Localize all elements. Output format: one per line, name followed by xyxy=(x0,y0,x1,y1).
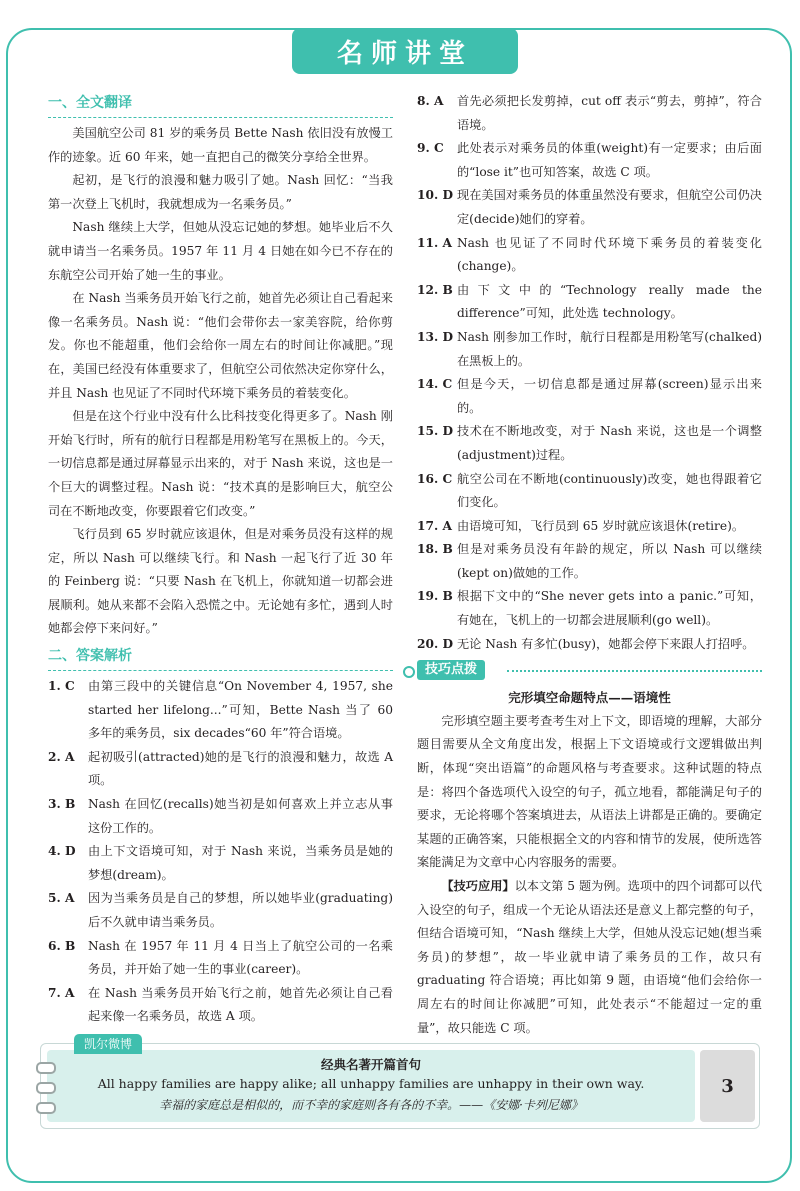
answer-number: 13. D xyxy=(417,329,454,344)
answer-item xyxy=(417,232,762,279)
answer-item xyxy=(417,184,762,231)
answer-number: 10. D xyxy=(417,188,454,203)
answer-number: 11. A xyxy=(417,235,452,250)
footer-chinese-quote: 幸福的家庭总是相似的，而不幸的家庭则各有各的不幸。——《安娜·卡列尼娜》 xyxy=(159,1098,583,1112)
answer-item xyxy=(48,935,393,982)
answer-number: 18. B xyxy=(417,542,453,557)
answer-item xyxy=(417,279,762,326)
answer-text: 此处表示对乘务员的体重(weight)有一定要求；由后面的“lose it”也可知答案，故选 C 项。 xyxy=(457,141,762,179)
answer-text: 起初吸引(attracted)她的是飞行的浪漫和魅力，故选 A 项。 xyxy=(88,749,393,788)
answer-text: 但是对乘务员没有年龄的规定，所以 Nash 可以继续(kept on)做她的工作。 xyxy=(457,542,762,580)
answer-text: 无论 Nash 有多忙(busy)，她都会停下来跟人打招呼。 xyxy=(457,636,755,651)
answer-item xyxy=(417,585,762,632)
footer-title: 经典名著开篇首句 xyxy=(320,1057,421,1072)
tips-paragraph: 完形填空题主要考查考生对上下文，即语境的理解，大部分题目需要从全文角度出发，根据上下文语境或行文逻辑做出判断，体现“突出语篇”的命题风格与考查要求。这种试题的特点是：将四个备选项代入设空的句子，孤立地看，都能满足句子的要求，无论将哪个答案填进去，从语法上讲都是正确的。要确定某题的正确答案，只能根据全文的内容和情节的发展，使所选答案能满足为文章中心内容服务的需要。 xyxy=(417,713,762,870)
page-title: 名师讲堂 xyxy=(292,28,518,74)
answer-item xyxy=(48,675,393,746)
answer-text: 但是今天，一切信息都是通过屏幕(screen)显示出来的。 xyxy=(457,377,762,415)
answer-item xyxy=(417,538,762,585)
answer-text: 由上下文语境可知，对于 Nash 来说，当乘务员是她的梦想(dream)。 xyxy=(88,844,393,882)
answer-item xyxy=(417,468,762,515)
answer-item xyxy=(417,633,762,657)
answer-number: 1. C xyxy=(48,679,75,694)
right-column xyxy=(417,90,762,1040)
answer-number: 9. C xyxy=(417,141,444,156)
answer-number: 2. A xyxy=(48,749,75,764)
answer-item xyxy=(417,326,762,373)
answer-item xyxy=(48,793,393,840)
answer-text: 根据下文中的“She never gets into a panic.”可知，有她在，飞机上的一切都会进展顺利(go well)。 xyxy=(457,589,762,628)
answer-text: Nash 也见证了不同时代环境下乘务员的着装变化(change)。 xyxy=(457,235,762,274)
translation-heading: 一、全文翻译 xyxy=(48,90,393,118)
answer-number: 6. B xyxy=(48,938,76,953)
answer-text: 首先必须把长发剪掉，cut off 表示“剪去，剪掉”，符合语境。 xyxy=(457,94,762,132)
answer-item xyxy=(417,373,762,420)
tips-header xyxy=(417,660,762,682)
answer-number: 4. D xyxy=(48,844,76,859)
answers-heading: 二、答案解析 xyxy=(48,643,393,671)
answer-item xyxy=(48,840,393,887)
answer-number: 19. B xyxy=(417,589,453,604)
left-column xyxy=(48,90,393,1029)
answer-number: 8. A xyxy=(417,94,444,108)
answer-item xyxy=(48,746,393,793)
answer-number: 17. A xyxy=(417,518,452,533)
dotted-divider xyxy=(507,670,762,672)
translation-paragraph: 美国航空公司 81 岁的乘务员 Bette Nash 依旧没有放慢工作的迹象。近 60 年来，她一直把自己的微笑分享给全世界。 xyxy=(48,126,393,164)
translation-paragraph: 飞行员到 65 岁时就应该退休，但是对乘务员没有这样的规定，所以 Nash 可以继续飞行。和 Nash 一起飞行了近 30 年的 Feinberg 说：“只要 Nash 在飞机上，你就知道一切都会进展顺利。她从来都不会陷入恐慌之中。无论她有多忙，遇到人时她都会停下来问好。” xyxy=(48,527,393,636)
tips-title: 完形填空命题特点——语境性 xyxy=(508,690,671,706)
page-number: 3 xyxy=(700,1050,755,1122)
answer-item xyxy=(417,137,762,184)
translation-paragraph: Nash 继续上大学，但她从没忘记她的梦想。她毕业后不久就申请当一名乘务员。1957 年 11 月 4 日她在如今已不存在的东航空公司开始了她一生的事业。 xyxy=(48,220,393,282)
answer-text: 在 Nash 当乘务员开始飞行之前，她首先必须让自己看起来像一名乘务员，故选 A 项。 xyxy=(88,985,393,1024)
tips-application-text: 以本文第 5 题为例。选项中的四个词都可以代入设空的句子，组成一个无论从语法还是意义上都完整的句子，但结合语境可知，“Nash 继续上大学，但她从没忘记她(想当乘务员)的梦想”，故一毕业就申请了乘务员的工作，故只有 graduating 符合语境；再比如第 9 题，由语境“他们会给你一周左右的时间让你减肥”可知，此处表示“不能超过一定的重量”，故只能选 C 项。 xyxy=(417,879,762,1035)
translation-paragraph: 在 Nash 当乘务员开始飞行之前，她首先必须让自己看起来像一名乘务员。Nash 说：“他们会带你去一家美容院，给你剪发。你也不能超重，他们会给你一周左右的时间让你减肥。”现在，美国已经没有体重要求了，但航空公司依然决定你穿什么，并且 Nash 也见证了不同时代环境下乘务员的着装变化。 xyxy=(48,291,393,400)
answer-text: 技术在不断地改变，对于 Nash 来说，这也是一个调整(adjustment)过程。 xyxy=(457,424,762,462)
answer-number: 16. C xyxy=(417,471,453,486)
answer-text: 航空公司在不断地(continuously)改变，她也得跟着它们变化。 xyxy=(457,471,762,510)
answer-text: Nash 在 1957 年 11 月 4 日当上了航空公司的一名乘务员，并开始了她一生的事业(career)。 xyxy=(88,938,393,977)
answer-text: 由第三段中的关键信息“On November 4, 1957, she started her lifelong...”可知，Bette Nash 当了 60 多年的乘务员，six decades“60 年”符合语境。 xyxy=(88,679,393,741)
tips-application xyxy=(417,875,762,1040)
answer-item xyxy=(417,515,762,539)
answer-text: 由语境可知，飞行员到 65 岁时就应该退休(retire)。 xyxy=(457,518,745,533)
footer-english-quote: All happy families are happy alike; all unhappy families are unhappy in their own way. xyxy=(97,1076,645,1091)
answer-text: 现在美国对乘务员的体重虽然没有要求，但航空公司仍决定(decide)她们的穿着。 xyxy=(457,188,762,226)
translation-paragraph: 但是在这个行业中没有什么比科技变化得更多了。Nash 刚开始飞行时，所有的航行日程都是用粉笔写在黑板上的。今天，一切信息都是通过屏幕显示出来的，对于 Nash 来说，这也是一个巨大的调整过程。Nash 说：“技术真的是影响巨大，航空公司在不断地改变，你要跟着它们改变。” xyxy=(48,409,393,518)
tips-label: 技巧点拨 xyxy=(417,660,485,680)
answer-text: Nash 在回忆(recalls)她当初是如何喜欢上并立志从事这份工作的。 xyxy=(88,797,393,835)
answer-text: 由下文中的“Technology really made the difference”可知，此处选 technology。 xyxy=(457,282,762,321)
answer-item xyxy=(417,90,762,137)
answer-item xyxy=(48,982,393,1029)
answer-number: 14. C xyxy=(417,377,453,392)
answer-text: 因为当乘务员是自己的梦想，所以她毕业(graduating)后不久就申请当乘务员。 xyxy=(88,891,393,929)
answer-number: 20. D xyxy=(417,636,454,651)
answer-text: Nash 刚参加工作时，航行日程都是用粉笔写(chalked)在黑板上的。 xyxy=(457,329,762,368)
tips-application-tag: 【技巧应用】 xyxy=(441,879,515,893)
translation-paragraph: 起初，是飞行的浪漫和魅力吸引了她。Nash 回忆：“当我第一次登上飞机时，我就想成为一名乘务员。” xyxy=(48,173,393,211)
answer-item xyxy=(417,420,762,467)
answer-number: 15. D xyxy=(417,424,454,439)
answer-number: 3. B xyxy=(48,797,76,812)
answer-number: 7. A xyxy=(48,985,75,1000)
answer-number: 5. A xyxy=(48,891,75,906)
answer-number: 12. B xyxy=(417,282,453,297)
footer-tab: 凯尔微博 xyxy=(74,1034,142,1054)
answer-item xyxy=(48,887,393,934)
